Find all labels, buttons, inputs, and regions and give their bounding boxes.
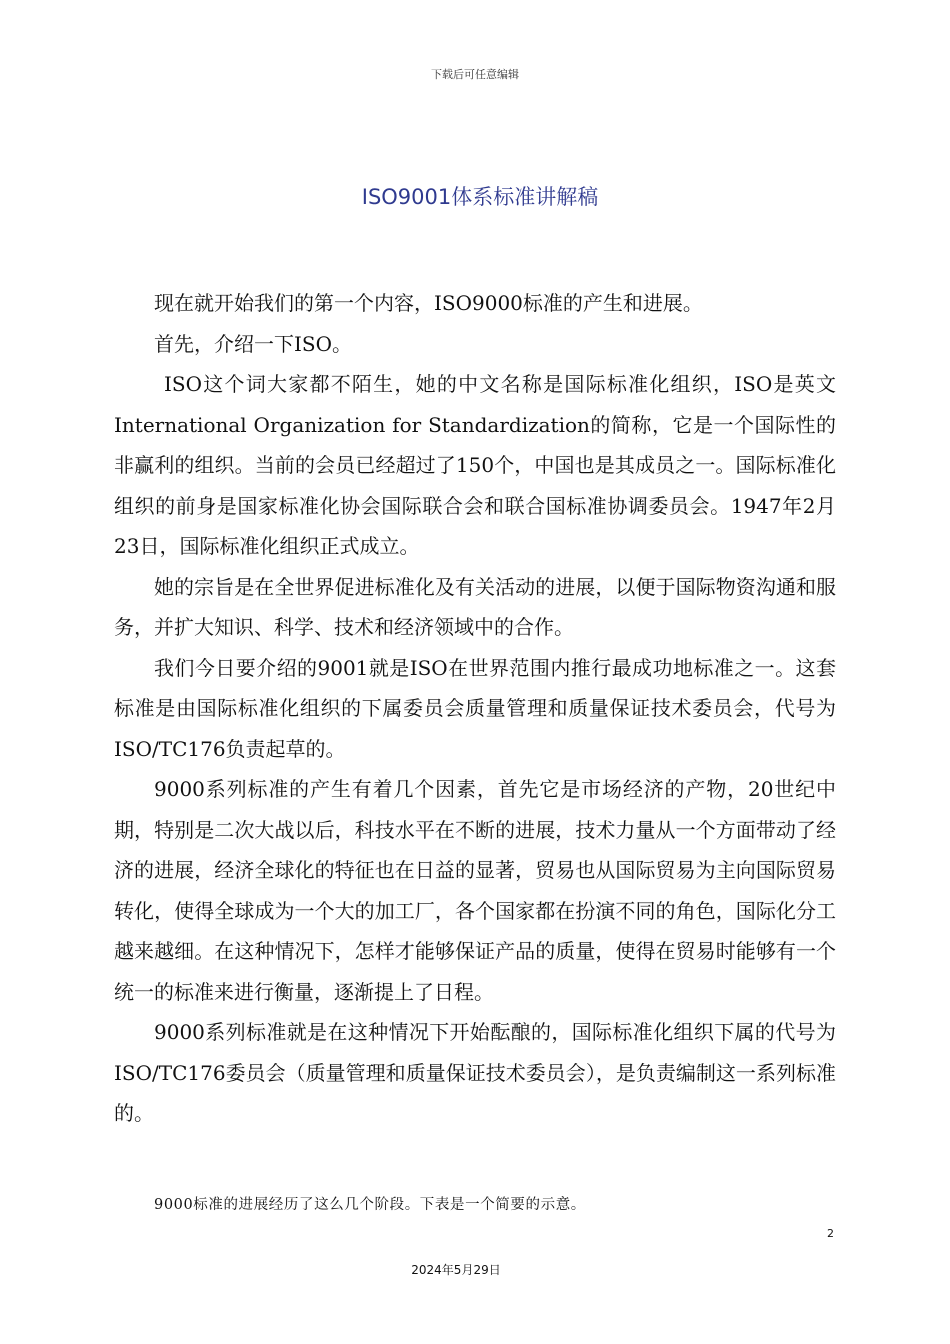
- closing-line: 9000标准的进展经历了这么几个阶段。下表是一个简要的示意。: [154, 1197, 586, 1213]
- header-note: 下载后可任意编辑: [431, 68, 519, 81]
- document-title: ISO9001体系标准讲解稿: [361, 185, 599, 209]
- paragraph-iso-purpose: 她的宗旨是在全世界促进标准化及有关活动的进展，以便于国际物资沟通和服务，并扩大知识、科学、技术和经济领域中的合作。: [114, 574, 836, 639]
- paragraph-9000-factors: 9000系列标准的产生有着几个因素，首先它是市场经济的产物，20世纪中期，特别是二次大战以后，科技水平在不断的进展，技术力量从一个方面带动了经济的进展，经济全球化的特征也在日益的显著，贸易也从国际贸易为主向国际贸易转化，使得全球成为一个大的加工厂，各个国家都在扮演不同的角色，国际化分工越来越细。在这种情况下，怎样才能够保证产品的质量，使得在贸易时能够有一个统一的标准来进行衡量，逐渐提上了日程。: [114, 777, 836, 1004]
- document-body: [114, 283, 836, 1134]
- footer-date: 2024年5月29日: [411, 1263, 501, 1277]
- page-number: 2: [827, 1227, 834, 1240]
- paragraph-9000-drafting: 9000系列标准就是在这种情况下开始酝酿的，国际标准化组织下属的代号为ISO/TC176委员会（质量管理和质量保证技术委员会），是负责编制这一系列标准的。: [114, 1020, 836, 1125]
- paragraph-iso-definition: ISO这个词大家都不陌生，她的中文名称是国际标准化组织，ISO是英文International Organization for Standardization的简称，它是一个国际性的非赢利的组织。当前的会员已经超过了150个，中国也是其成员之一。国际标准化组织的前身是国家标准化协会国际联合会和联合国标准协调委员会。1947年2月23日，国际标准化组织正式成立。: [114, 372, 836, 558]
- paragraph-intro: 现在就开始我们的第一个内容，ISO9000标准的产生和进展。: [154, 291, 703, 315]
- paragraph-9001-origin: 我们今日要介绍的9001就是ISO在世界范围内推行最成功地标准之一。这套标准是由国际标准化组织的下属委员会质量管理和质量保证技术委员会，代号为ISO/TC176负责起草的。: [114, 655, 836, 761]
- paragraph-iso-intro: 首先，介绍一下ISO。: [154, 331, 352, 356]
